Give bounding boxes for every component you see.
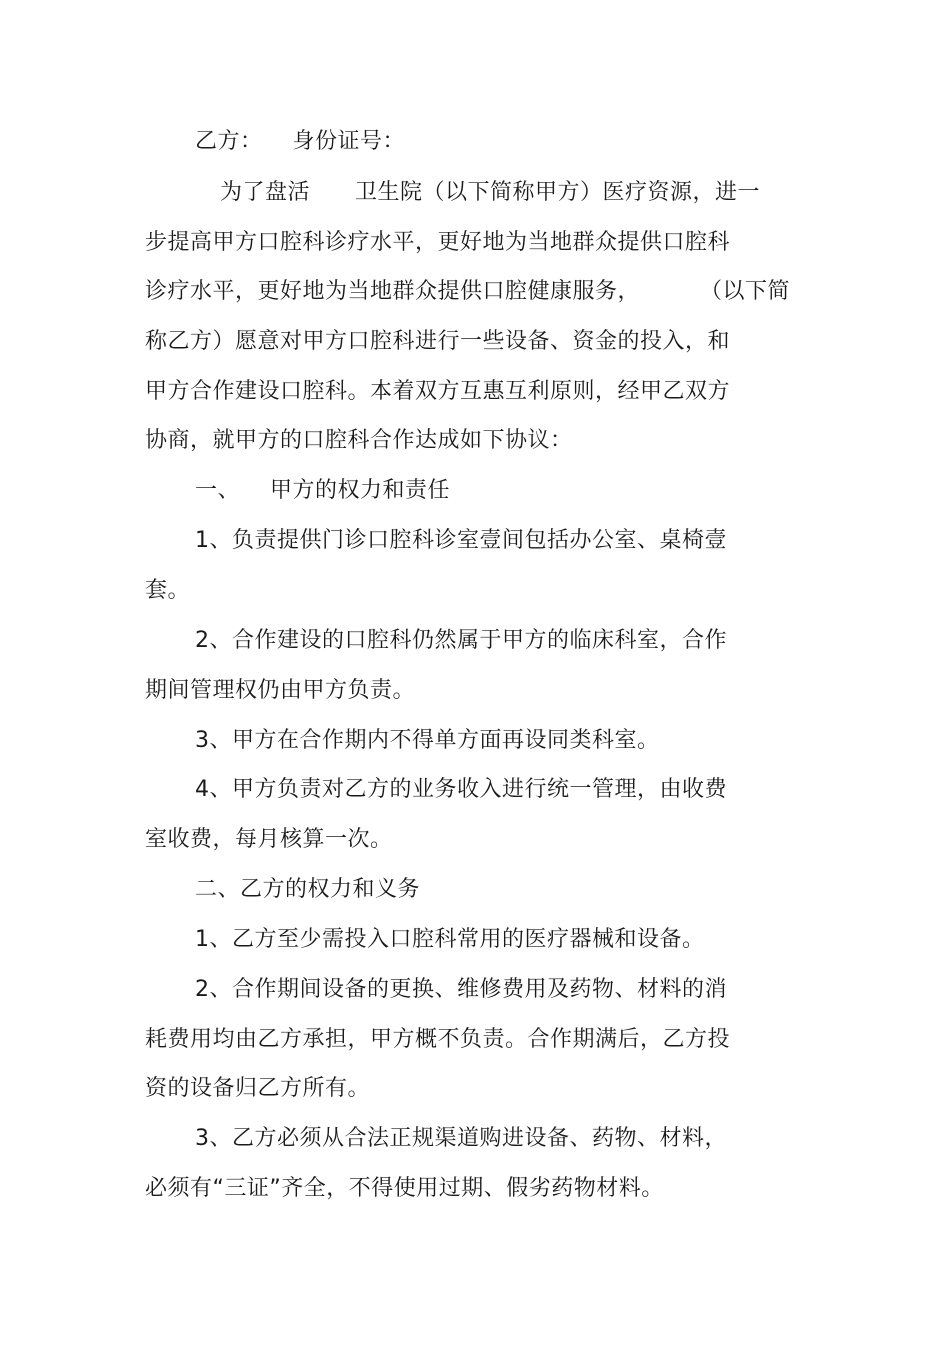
- party-b-id-line: 乙方： 身份证号：: [195, 129, 405, 154]
- clause-line: 1、乙方至少需投入口腔科常用的医疗器械和设备。: [195, 927, 705, 952]
- clause-line: 3、乙方必须从合法正规渠道购进设备、药物、材料，: [195, 1126, 727, 1151]
- clause-line: 室收费，每月核算一次。: [145, 827, 393, 852]
- clause-line: 耗费用均由乙方承担，甲方概不负责。合作期满后，乙方投: [145, 1027, 731, 1052]
- paragraph-line: 称乙方）愿意对甲方口腔科进行一些设备、资金的投入，和: [145, 329, 731, 354]
- clause-line: 套。: [145, 578, 191, 603]
- clause-line: 2、合作建设的口腔科仍然属于甲方的临床科室，合作: [195, 628, 727, 653]
- clause-line: 必须有“三证”齐全，不得使用过期、假劣药物材料。: [145, 1176, 664, 1201]
- paragraph-line: 甲方合作建设口腔科。本着双方互惠互利原则，经甲乙双方: [145, 379, 731, 404]
- paragraph-line: 协商，就甲方的口腔科合作达成如下协议：: [145, 428, 573, 453]
- clause-line: 期间管理权仍由甲方负责。: [145, 678, 416, 703]
- paragraph-line: 为了盘活 卫生院（以下简称甲方）医疗资源，进一: [220, 180, 760, 205]
- section-heading-2: 二、乙方的权力和义务: [195, 877, 421, 902]
- clause-line: 2、合作期间设备的更换、维修费用及药物、材料的消: [195, 977, 727, 1002]
- clause-line: 3、甲方在合作期内不得单方面再设同类科室。: [195, 728, 660, 753]
- paragraph-line: 步提高甲方口腔科诊疗水平，更好地为当地群众提供口腔科: [145, 230, 731, 255]
- clause-line: 资的设备归乙方所有。: [145, 1076, 371, 1101]
- section-heading-1: 一、 甲方的权力和责任: [195, 478, 450, 503]
- clause-line: 1、负责提供门诊口腔科诊室壹间包括办公室、桌椅壹: [195, 528, 727, 553]
- paragraph-line: 诊疗水平，更好地为当地群众提供口腔健康服务， （以下简: [145, 279, 790, 304]
- clause-line: 4、甲方负责对乙方的业务收入进行统一管理，由收费: [195, 777, 727, 802]
